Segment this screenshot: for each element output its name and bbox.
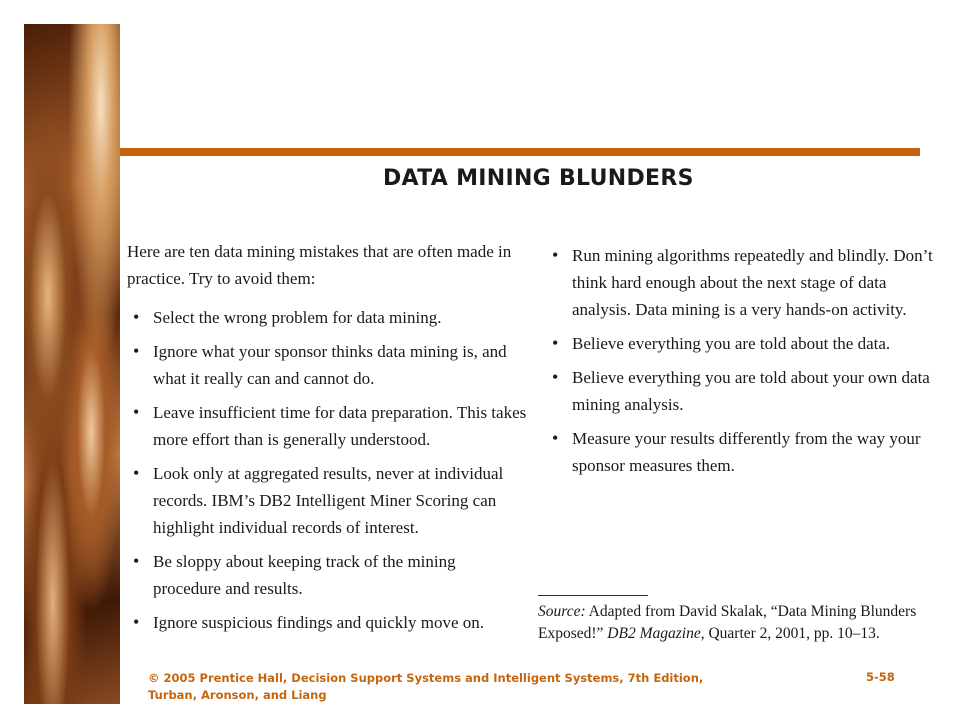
- source-citation: [538, 601, 933, 645]
- list-item: • Be sloppy about keeping track of the mining procedure and results.: [127, 548, 527, 602]
- slide-title: DATA MINING BLUNDERS: [383, 166, 694, 191]
- left-column: [127, 238, 527, 643]
- list-item: • Believe everything you are told about the data.: [546, 330, 938, 357]
- source-text-end: , Quarter 2, 2001, pp. 10–13.: [700, 625, 880, 642]
- list-item: • Measure your results differently from the way your sponsor measures them.: [546, 425, 938, 479]
- intro-text: Here are ten data mining mistakes that are often made in practice. Try to avoid them:: [127, 242, 512, 288]
- list-item: • Leave insufficient time for data preparation. This takes more effort than is generally understood.: [127, 399, 527, 453]
- page-number: 5-58: [866, 670, 895, 684]
- source-label: Source:: [538, 603, 586, 620]
- list-item: • Run mining algorithms repeatedly and blindly. Don’t think hard enough about the next stage of data analysis. Data mining is a very hands-on activity.: [546, 242, 938, 323]
- list-item: • Look only at aggregated results, never at individual records. IBM’s DB2 Intelligent Miner Scoring can highlight individual records of interest.: [127, 460, 527, 541]
- list-item: • Ignore what your sponsor thinks data mining is, and what it really can and cannot do.: [127, 338, 527, 392]
- list-item: • Ignore suspicious findings and quickly move on.: [127, 609, 527, 636]
- source-divider: [538, 595, 648, 596]
- source-text: Adapted from David Skalak, “Data Mining Blunders Exposed!”: [538, 603, 917, 642]
- title-rule: [120, 148, 920, 156]
- source-magazine: DB2 Magazine: [607, 625, 701, 642]
- footer-copyright: © 2005 Prentice Hall, Decision Support Systems and Intelligent Systems, 7th Edition, Turban, Aronson, and Liang: [148, 671, 704, 702]
- decorative-side-image: [24, 24, 120, 704]
- list-item: • Believe everything you are told about your own data mining analysis.: [546, 364, 938, 418]
- right-bullet-list: [546, 242, 938, 479]
- list-item: • Select the wrong problem for data mining.: [127, 304, 527, 331]
- left-bullet-list: [127, 304, 527, 636]
- right-column: [546, 242, 938, 486]
